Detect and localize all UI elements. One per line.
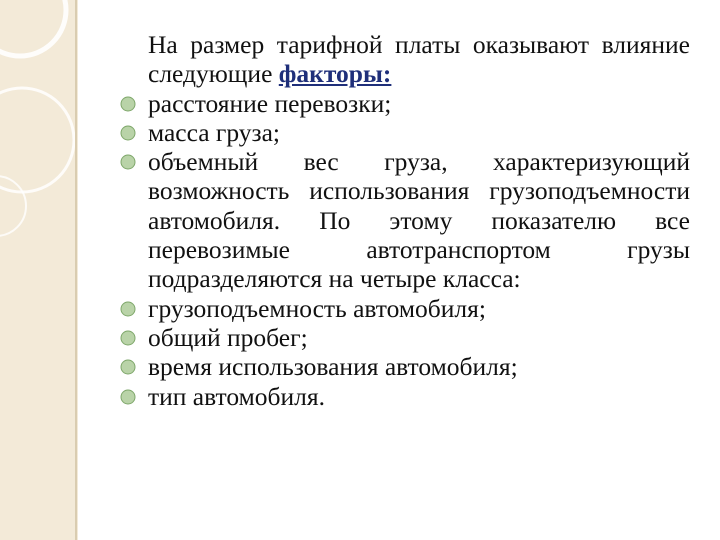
list-item-text: расстояние перевозки; — [148, 88, 392, 118]
list-item — [120, 89, 690, 118]
intro-keyword: факторы: — [278, 59, 392, 89]
list-item — [120, 382, 690, 411]
list-item-text: масса груза; — [148, 117, 281, 147]
bullet-icon — [120, 301, 136, 317]
bullet-icon — [120, 389, 136, 405]
bullet-icon — [120, 125, 136, 141]
list-item-text: тип автомобиля. — [148, 381, 325, 411]
decorative-sidebar — [0, 0, 78, 540]
intro-text: На размер тарифной платы оказывают влияние следующие — [148, 30, 690, 89]
decorative-circles — [0, 0, 78, 540]
list-item — [120, 118, 690, 147]
intro-paragraph — [120, 30, 690, 89]
list-item-text: общий пробег; — [148, 322, 308, 352]
list-item-text: грузоподъемность автомобиля; — [148, 293, 486, 323]
list-item — [120, 323, 690, 352]
bullet-icon — [120, 154, 136, 170]
list-item — [120, 294, 690, 323]
bullet-icon — [120, 330, 136, 346]
list-item — [120, 352, 690, 381]
list-item-text: объемный вес груза, характеризующий возможность использования грузоподъемности автомобиля. По этому показателю все перевозимые автотранспортом грузы подразделяются на четыре класса: — [148, 147, 690, 294]
bullet-icon — [120, 359, 136, 375]
list-item — [120, 147, 690, 293]
list-item-text: время использования автомобиля; — [148, 352, 518, 382]
slide-content — [120, 30, 690, 411]
factor-list — [120, 89, 690, 411]
bullet-icon — [120, 96, 136, 112]
